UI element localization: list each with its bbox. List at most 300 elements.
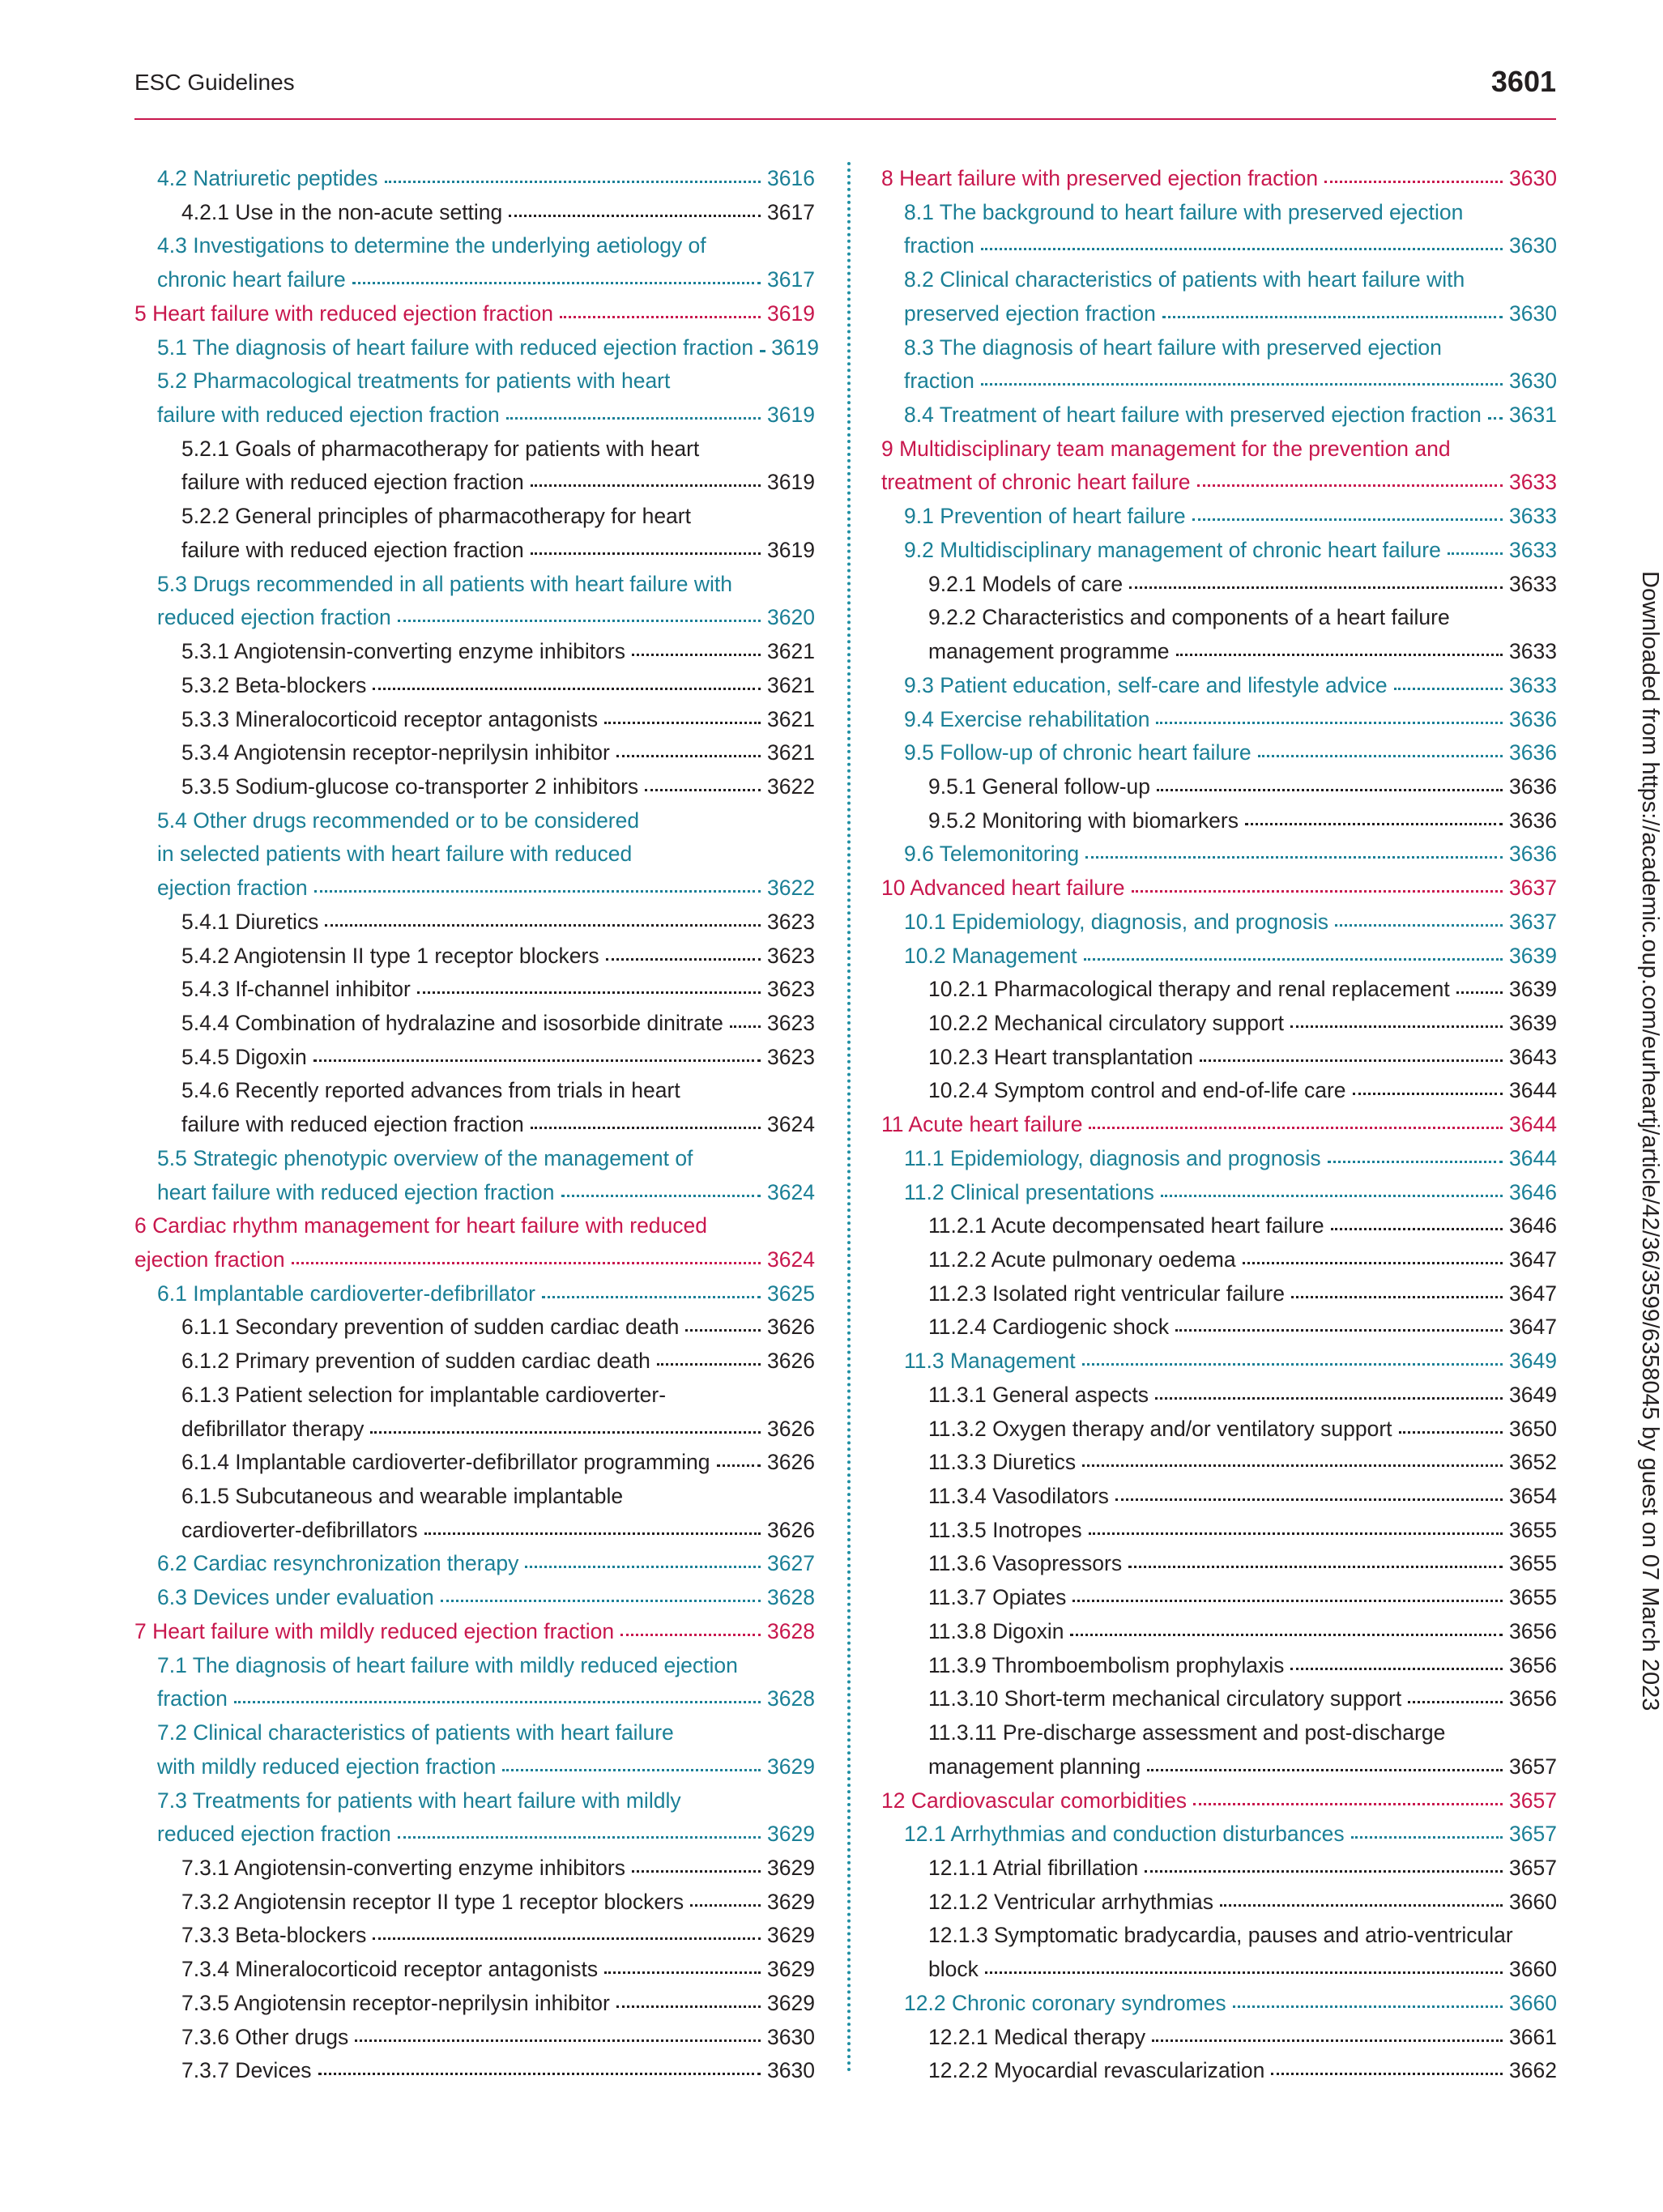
toc-entry[interactable]: [881, 1886, 1557, 1920]
toc-entry[interactable]: [881, 1547, 1557, 1581]
toc-entry[interactable]: [881, 1379, 1557, 1413]
toc-entry-page: 3636: [1509, 706, 1557, 731]
toc-entry[interactable]: [881, 500, 1557, 534]
toc-entry[interactable]: [134, 703, 815, 737]
toc-entry-page: 3655: [1509, 1585, 1557, 1610]
toc-entry[interactable]: [134, 297, 815, 331]
toc-entry-page: 3625: [767, 1281, 815, 1306]
toc-entry-title: cardioverter-defibrillators: [181, 1517, 418, 1542]
dot-leader: [606, 957, 761, 961]
toc-entry-page: 3621: [767, 672, 815, 697]
toc-entry-title: 7.3.2 Angiotensin receptor II type 1 receptor blockers: [181, 1889, 684, 1914]
toc-entry-page: 3643: [1509, 1044, 1557, 1069]
toc-entry-page: 3623: [767, 1044, 815, 1069]
toc-entry[interactable]: [134, 331, 820, 365]
toc-entry-page: 3630: [1509, 233, 1557, 258]
toc-entry-title: 9.2.2 Characteristics and components of a heart failure: [928, 605, 1450, 630]
dot-leader: [292, 1261, 761, 1264]
dot-leader: [616, 2005, 761, 2008]
toc-entry-title: failure with reduced ejection fraction: [181, 470, 524, 495]
toc-entry-page: 3619: [767, 403, 815, 428]
toc-entry-title: failure with reduced ejection fraction: [181, 537, 524, 562]
toc-entry-title: 12.1.3 Symptomatic bradycardia, pauses and atrio-ventricular: [928, 1923, 1513, 1948]
dot-leader: [1233, 2005, 1503, 2008]
toc-entry[interactable]: [881, 297, 1557, 331]
toc-entry-page: 3656: [1509, 1652, 1557, 1677]
toc-entry[interactable]: [881, 1243, 1557, 1277]
toc-entry-title: 7.3 Treatments for patients with heart failure with mildly: [157, 1788, 681, 1813]
toc-entry[interactable]: [134, 399, 815, 433]
toc-entry-page: 3628: [767, 1686, 815, 1711]
toc-entry[interactable]: [881, 1176, 1557, 1210]
toc-entry[interactable]: [134, 1176, 815, 1210]
toc-entry-title: 11 Acute heart failure: [881, 1112, 1083, 1137]
toc-entry-page: 3646: [1509, 1213, 1557, 1238]
toc-entry[interactable]: [134, 1345, 815, 1379]
toc-entry[interactable]: [881, 1750, 1557, 1784]
toc-entry-title: 11.2.3 Isolated right ventricular failure: [928, 1281, 1285, 1306]
toc-entry[interactable]: [134, 1953, 815, 1987]
toc-entry: [134, 1379, 815, 1413]
dot-leader: [561, 1194, 761, 1197]
toc-entry-page: 3633: [1509, 504, 1557, 529]
column-divider: [847, 162, 851, 2073]
dot-leader: [730, 1025, 761, 1028]
toc-entry-page: 3629: [767, 1855, 815, 1880]
toc-entry-title: 10.2.4 Symptom control and end-of-life care: [928, 1078, 1346, 1103]
toc-entry: [881, 331, 1557, 365]
toc-entry-page: 3617: [767, 267, 815, 292]
dot-leader: [1488, 416, 1503, 420]
toc-entry-title: 8.1 The background to heart failure with preserved ejection: [904, 199, 1464, 224]
dot-leader: [657, 1362, 761, 1366]
header-rule: [134, 118, 1556, 120]
toc-entry: [134, 804, 815, 838]
toc-entry: [134, 1480, 815, 1514]
toc-entry-title: 9.4 Exercise rehabilitation: [904, 706, 1150, 731]
dot-leader: [417, 991, 761, 994]
toc-entry-page: 3657: [1509, 1822, 1557, 1847]
toc-entry-title: 6.1.3 Patient selection for implantable cardioverter-: [181, 1382, 667, 1407]
toc-entry-title: 11.3.2 Oxygen therapy and/or ventilatory support: [928, 1416, 1392, 1441]
toc-entry[interactable]: [134, 1413, 815, 1447]
toc-entry[interactable]: [134, 1446, 815, 1480]
toc-entry[interactable]: [134, 1852, 815, 1886]
toc-entry-title: 6.3 Devices under evaluation: [157, 1585, 434, 1610]
toc-entry[interactable]: [134, 162, 815, 196]
toc-entry-page: 3623: [767, 1010, 815, 1035]
toc-entry[interactable]: [134, 466, 815, 500]
toc-entry[interactable]: [134, 1987, 815, 2021]
dot-leader: [318, 2072, 761, 2075]
page-number: 3601: [1490, 65, 1556, 98]
dot-leader: [560, 315, 761, 318]
toc-entry[interactable]: [134, 1041, 815, 1075]
toc-entry[interactable]: [881, 364, 1557, 399]
dot-leader: [632, 1869, 761, 1873]
toc-entry[interactable]: [881, 1852, 1557, 1886]
toc-entry: [881, 433, 1557, 467]
toc-entry-title: 5.3.3 Mineralocorticoid receptor antagonists: [181, 706, 599, 731]
toc-entry: [134, 1784, 815, 1818]
toc-entry-title: 11.3.5 Inotropes: [928, 1517, 1082, 1542]
dot-leader: [690, 1903, 761, 1907]
dot-leader: [502, 1768, 761, 1771]
toc-entry-page: 3633: [1509, 639, 1557, 664]
dot-leader: [604, 1971, 761, 1974]
toc-entry-page: 3644: [1509, 1078, 1557, 1103]
toc-entry-page: 3621: [767, 639, 815, 664]
toc-entry[interactable]: [881, 906, 1557, 940]
toc-entry-page: 3629: [767, 1889, 815, 1914]
toc-entry-title: 11.3.8 Digoxin: [928, 1618, 1064, 1643]
toc-entry[interactable]: [134, 1818, 815, 1852]
dot-leader: [234, 1700, 761, 1703]
toc-entry-page: 3629: [767, 1957, 815, 1982]
toc-entry-page: 3636: [1509, 842, 1557, 867]
dot-leader: [1128, 1565, 1503, 1568]
toc-entry-page: 3630: [1509, 369, 1557, 394]
toc-entry-page: 3656: [1509, 1686, 1557, 1711]
toc-entry-title: 5.4.5 Digoxin: [181, 1044, 307, 1069]
toc-entry-title: 10.2.3 Heart transplantation: [928, 1044, 1194, 1069]
dot-leader: [1162, 315, 1503, 318]
toc-entry-title: 7.3.5 Angiotensin receptor-neprilysin inhibitor: [181, 1990, 610, 2015]
dot-leader: [685, 1328, 761, 1332]
toc-entry[interactable]: [134, 2021, 815, 2055]
toc-entry-title: 6.1 Implantable cardioverter-defibrillator: [157, 1281, 535, 1306]
toc-entry-page: 3630: [767, 2024, 815, 2049]
toc-entry[interactable]: [881, 1311, 1557, 1345]
toc-entry[interactable]: [134, 1919, 815, 1953]
toc-entry-title: 9 Multidisciplinary team management for the prevention and: [881, 436, 1451, 461]
toc-entry-page: 3633: [1509, 537, 1557, 562]
toc-entry[interactable]: [134, 872, 815, 906]
toc-entry[interactable]: [881, 1514, 1557, 1548]
toc-entry[interactable]: [134, 1581, 815, 1615]
dot-leader: [1152, 2039, 1503, 2042]
toc-entry-page: 3630: [767, 2058, 815, 2083]
toc-entry[interactable]: [134, 736, 815, 770]
toc-entry[interactable]: [881, 1209, 1557, 1243]
dot-leader: [1290, 1025, 1503, 1028]
toc-entry-page: 3628: [767, 1618, 815, 1643]
toc-entry-title: 7.3.4 Mineralocorticoid receptor antagonists: [181, 1957, 599, 1982]
dot-leader: [441, 1599, 761, 1602]
toc-entry-title: 10.2.2 Mechanical circulatory support: [928, 1010, 1284, 1035]
dot-leader: [1082, 1362, 1503, 1366]
toc-entry[interactable]: [134, 1682, 815, 1716]
toc-entry[interactable]: [881, 1818, 1557, 1852]
dot-leader: [1156, 721, 1503, 724]
toc-entry: [881, 601, 1557, 635]
toc-entry[interactable]: [881, 1041, 1557, 1075]
dot-leader: [355, 2039, 761, 2042]
dot-leader: [1220, 1903, 1503, 1907]
toc-entry-title: 10.2.1 Pharmacological therapy and renal replacement: [928, 977, 1450, 1002]
toc-entry[interactable]: [134, 669, 815, 703]
dot-leader: [1197, 484, 1503, 487]
toc-entry-title: 9.2 Multidisciplinary management of chronic heart failure: [904, 537, 1441, 562]
dot-leader: [717, 1464, 761, 1467]
dot-leader: [531, 552, 761, 555]
toc-entry[interactable]: [134, 601, 815, 635]
toc-entry-page: 3644: [1509, 1112, 1557, 1137]
toc-entry[interactable]: [881, 1682, 1557, 1716]
toc-entry-page: 3629: [767, 1923, 815, 1948]
toc-entry-title: 4.2.1 Use in the non-acute setting: [181, 199, 503, 224]
toc-entry-page: 3621: [767, 706, 815, 731]
toc-entry-page: 3660: [1509, 1889, 1557, 1914]
toc-entry-title: 4.3 Investigations to determine the underlying aetiology of: [157, 233, 706, 258]
toc-entry-title: 12.2.2 Myocardial revascularization: [928, 2058, 1265, 2083]
dot-leader: [1351, 1835, 1503, 1839]
toc-entry[interactable]: [881, 770, 1557, 804]
toc-entry[interactable]: [134, 534, 815, 568]
toc-entry[interactable]: [134, 1311, 815, 1345]
toc-entry-page: 3647: [1509, 1315, 1557, 1340]
toc-entry[interactable]: [134, 635, 815, 669]
toc-entry-title: 8.3 The diagnosis of heart failure with preserved ejection: [904, 335, 1442, 360]
toc-entry: [881, 263, 1557, 297]
toc-entry-title: 11.3.6 Vasopressors: [928, 1551, 1123, 1576]
toc-entry[interactable]: [881, 2021, 1557, 2055]
toc-entry[interactable]: [881, 534, 1557, 568]
toc-entry-title: 11.3.4 Vasodilators: [928, 1484, 1109, 1509]
toc-entry-title: 6.1.2 Primary prevention of sudden cardiac death: [181, 1349, 650, 1374]
toc-entry-title: 6.1.4 Implantable cardioverter-defibrillator programming: [181, 1450, 710, 1475]
toc-entry[interactable]: [881, 1413, 1557, 1447]
journal-title: ESC Guidelines: [134, 70, 295, 95]
toc-entry-title: 5.4.1 Diuretics: [181, 909, 319, 934]
toc-entry-title: 11.3 Management: [904, 1349, 1076, 1374]
toc-entry-title: 6 Cardiac rhythm management for heart failure with reduced: [134, 1213, 708, 1238]
toc-entry-page: 3626: [767, 1416, 815, 1441]
toc-entry-page: 3660: [1509, 1990, 1557, 2015]
toc-entry[interactable]: [881, 1953, 1557, 1987]
toc-entry[interactable]: [134, 1615, 815, 1649]
dot-leader: [385, 180, 761, 183]
toc-entry[interactable]: [134, 1547, 815, 1581]
toc-entry[interactable]: [881, 1007, 1557, 1041]
dot-leader: [981, 247, 1503, 250]
toc-entry-title: 12.1 Arrhythmias and conduction disturbances: [904, 1822, 1345, 1847]
toc-entry[interactable]: [134, 1243, 815, 1277]
toc-entry-title: 7.3.6 Other drugs: [181, 2024, 349, 2049]
toc-entry[interactable]: [881, 1480, 1557, 1514]
toc-entry-page: 3626: [767, 1349, 815, 1374]
toc-entry: [134, 1209, 815, 1243]
toc-entry-page: 3639: [1509, 1010, 1557, 1035]
dot-leader: [1448, 552, 1503, 555]
dot-leader: [1394, 687, 1503, 690]
toc-entry: [134, 837, 815, 872]
toc-entry[interactable]: [881, 940, 1557, 974]
dot-leader: [616, 754, 761, 757]
toc-entry-title: 11.2 Clinical presentations: [904, 1179, 1154, 1204]
toc-entry[interactable]: [881, 1074, 1557, 1108]
dot-leader: [1145, 1869, 1503, 1873]
dot-leader: [1324, 180, 1503, 183]
toc-entry-title: 6.1.5 Subcutaneous and wearable implantable: [181, 1484, 624, 1509]
dot-leader: [981, 382, 1503, 386]
toc-entry[interactable]: [134, 940, 815, 974]
toc-entry-title: ejection fraction: [157, 876, 308, 901]
toc-entry[interactable]: [881, 1784, 1557, 1818]
toc-entry[interactable]: [881, 1649, 1557, 1683]
toc-entry-title: 9.6 Telemonitoring: [904, 842, 1080, 867]
toc-entry-title: 9.5 Follow-up of chronic heart failure: [904, 740, 1252, 765]
dot-leader: [398, 1835, 761, 1839]
toc-entry-title: 7.3.1 Angiotensin-converting enzyme inhibitors: [181, 1855, 625, 1880]
toc-entry[interactable]: [881, 1615, 1557, 1649]
toc-entry[interactable]: [881, 1108, 1557, 1142]
toc-entry[interactable]: [134, 1514, 815, 1548]
dot-leader: [1271, 2072, 1503, 2075]
dot-leader: [1129, 586, 1503, 589]
toc-entry-title: ejection fraction: [134, 1247, 285, 1272]
dot-leader: [1331, 1227, 1503, 1230]
toc-entry-page: 3624: [767, 1247, 815, 1272]
toc-entry[interactable]: [881, 1277, 1557, 1311]
dot-leader: [1176, 653, 1503, 656]
toc-entry-page: 3655: [1509, 1551, 1557, 1576]
toc-entry-title: reduced ejection fraction: [157, 605, 391, 630]
toc-entry-page: 3657: [1509, 1855, 1557, 1880]
toc-entry[interactable]: [881, 736, 1557, 770]
toc-entry[interactable]: [881, 568, 1557, 602]
toc-entry[interactable]: [881, 162, 1557, 196]
toc-entry-title: 12.1.2 Ventricular arrhythmias: [928, 1889, 1214, 1914]
toc-entry[interactable]: [881, 973, 1557, 1007]
toc-entry-title: 5.4.4 Combination of hydralazine and isosorbide dinitrate: [181, 1010, 723, 1035]
dot-leader: [1084, 957, 1503, 961]
toc-entry[interactable]: [881, 1345, 1557, 1379]
toc-entry-title: chronic heart failure: [157, 267, 346, 292]
dot-leader: [1082, 1464, 1503, 1467]
toc-entry-title: reduced ejection fraction: [157, 1822, 391, 1847]
toc-entry-title: 5.3.5 Sodium-glucose co-transporter 2 inhibitors: [181, 774, 639, 799]
dot-leader: [398, 619, 761, 622]
toc-entry-title: 7.1 The diagnosis of heart failure with mildly reduced ejection: [157, 1652, 738, 1677]
toc-entry-page: 3616: [767, 166, 815, 190]
toc-entry[interactable]: [881, 703, 1557, 737]
toc-entry-page: 3619: [771, 335, 820, 360]
toc-entry: [134, 568, 815, 602]
toc-entry[interactable]: [881, 1446, 1557, 1480]
toc-entry-title: fraction: [157, 1686, 228, 1711]
toc-entry-page: 3630: [1509, 166, 1557, 190]
toc-entry[interactable]: [134, 1750, 815, 1784]
dot-leader: [352, 281, 761, 284]
toc-entry[interactable]: [134, 263, 815, 297]
dot-leader: [531, 484, 761, 487]
dot-leader: [1408, 1700, 1503, 1703]
toc-entry: [134, 433, 815, 467]
toc-entry-title: 5.1 The diagnosis of heart failure with reduced ejection fraction: [157, 335, 754, 360]
toc-entry[interactable]: [134, 1108, 815, 1142]
dot-leader: [1070, 1633, 1503, 1636]
dot-leader: [1353, 1092, 1503, 1095]
toc-entry[interactable]: [134, 1007, 815, 1041]
dot-leader: [1072, 1599, 1503, 1602]
toc-entry-page: 3619: [767, 300, 815, 326]
toc-entry-title: 7.2 Clinical characteristics of patients with heart failure: [157, 1720, 674, 1745]
dot-leader: [325, 923, 761, 927]
toc-entry-title: 8.2 Clinical characteristics of patients with heart failure with: [904, 267, 1465, 292]
dot-leader: [1089, 1126, 1503, 1129]
toc-entry[interactable]: [881, 229, 1557, 263]
dot-leader: [1089, 1532, 1503, 1535]
toc-entry-title: 5.4.6 Recently reported advances from trials in heart: [181, 1078, 680, 1103]
dot-leader: [542, 1295, 761, 1298]
toc-entry-title: 5.4.2 Angiotensin II type 1 receptor blockers: [181, 943, 599, 968]
toc-entry[interactable]: [134, 973, 815, 1007]
toc-entry-title: 5.2 Pharmacological treatments for patients with heart: [157, 369, 671, 394]
toc-entry-title: 9.5.1 General follow-up: [928, 774, 1150, 799]
toc-entry: [134, 364, 815, 399]
toc-entry-page: 3620: [767, 605, 815, 630]
toc-entry-title: preserved ejection fraction: [904, 300, 1156, 326]
toc-entry-page: 3627: [767, 1551, 815, 1576]
toc-entry[interactable]: [881, 399, 1557, 433]
toc-entry-page: 3617: [767, 199, 815, 224]
toc-entry-page: 3626: [767, 1315, 815, 1340]
toc-entry[interactable]: [881, 466, 1557, 500]
toc-entry-title: 5.4 Other drugs recommended or to be considered: [157, 808, 640, 833]
toc-entry-page: 3650: [1509, 1416, 1557, 1441]
toc-entry[interactable]: [881, 1581, 1557, 1615]
toc-entry[interactable]: [134, 906, 815, 940]
toc-entry-page: 3646: [1509, 1179, 1557, 1204]
toc-entry-title: 11.3.1 General aspects: [928, 1382, 1149, 1407]
dot-leader: [1147, 1768, 1503, 1771]
toc-entry: [134, 1074, 815, 1108]
toc-entry[interactable]: [881, 1142, 1557, 1176]
toc-entry[interactable]: [881, 837, 1557, 872]
toc-entry-title: 11.3.10 Short-term mechanical circulatory support: [928, 1686, 1402, 1711]
toc-entry-page: 3622: [767, 876, 815, 901]
toc-entry[interactable]: [881, 872, 1557, 906]
toc-entry[interactable]: [134, 1277, 815, 1311]
toc-entry-title: with mildly reduced ejection fraction: [157, 1754, 497, 1779]
toc-entry[interactable]: [881, 669, 1557, 703]
toc-entry[interactable]: [134, 196, 815, 230]
toc-entry-page: 3624: [767, 1112, 815, 1137]
dot-leader: [1175, 1328, 1503, 1332]
toc-entry[interactable]: [134, 770, 815, 804]
toc-entry[interactable]: [134, 1886, 815, 1920]
toc-entry-title: block: [928, 1957, 979, 1982]
toc-entry[interactable]: [134, 2054, 815, 2088]
toc-entry-title: 9.3 Patient education, self-care and lifestyle advice: [904, 672, 1388, 697]
dot-leader: [1399, 1430, 1503, 1434]
toc-entry-page: 3649: [1509, 1382, 1557, 1407]
toc-entry-title: defibrillator therapy: [181, 1416, 365, 1441]
toc-entry[interactable]: [881, 2054, 1557, 2088]
toc-entry[interactable]: [881, 1987, 1557, 2021]
toc-entry-title: 12 Cardiovascular comorbidities: [881, 1788, 1188, 1813]
toc-entry-title: 10.1 Epidemiology, diagnosis, and prognosis: [904, 909, 1328, 934]
toc-entry-title: 11.2.1 Acute decompensated heart failure: [928, 1213, 1324, 1238]
toc-entry[interactable]: [881, 804, 1557, 838]
dot-leader: [1155, 1396, 1503, 1400]
toc-entry-page: 3631: [1509, 403, 1557, 428]
dot-leader: [645, 788, 761, 791]
dot-leader: [1456, 991, 1503, 994]
toc-entry[interactable]: [881, 635, 1557, 669]
dot-leader: [1291, 1295, 1503, 1298]
